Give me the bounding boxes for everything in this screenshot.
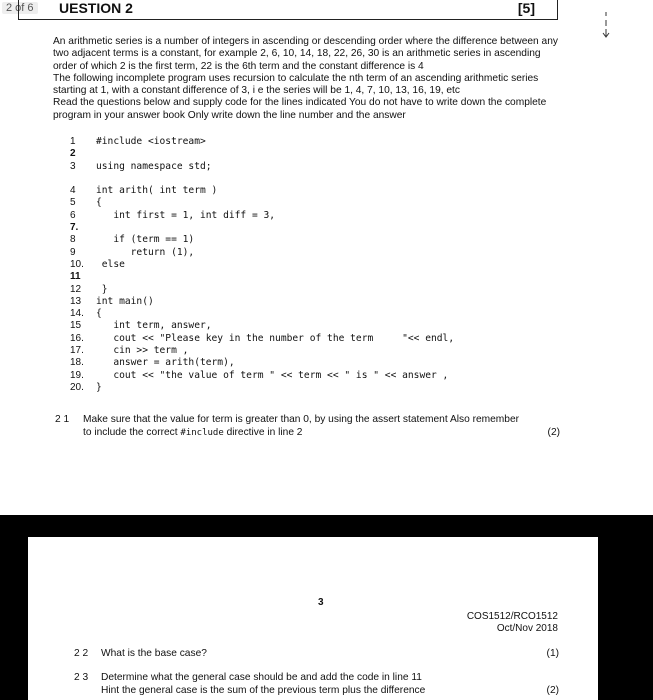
margin-tick-marks [600, 10, 612, 40]
line-code: } [96, 381, 102, 393]
include-code: #include [180, 427, 224, 438]
line-number: 5 [70, 197, 76, 209]
line-code: cout << "the value of term " << term << " is " << answer , [96, 369, 449, 381]
line-number: 16. [70, 332, 84, 344]
question-number: 2 2 [74, 648, 89, 659]
line-number: 6 [70, 209, 76, 221]
line-code: } [96, 283, 108, 295]
line-code: { [96, 308, 102, 320]
question-number: 2 3 [74, 672, 89, 683]
question-marks: [5] [517, 0, 535, 16]
line-number: 18. [70, 357, 84, 369]
line-code: { [96, 197, 102, 209]
line-number: 11 [70, 271, 81, 283]
line-code: return (1), [96, 246, 195, 258]
question-number: 2 1 [55, 414, 70, 425]
line-code: cin >> term , [96, 345, 189, 357]
line-number: 8 [70, 234, 76, 246]
line-number: 4 [70, 185, 76, 197]
line-number: 10. [70, 258, 84, 270]
line-number: 15 [70, 320, 82, 332]
line-number: 13 [70, 295, 82, 307]
line-code: else [96, 258, 125, 270]
line-code: int arith( int term ) [96, 185, 218, 197]
line-number: 20. [70, 381, 84, 393]
question-text: Determine what the general case should be and add the code in line 11 Hint the general case is the sum of the previous term plus the difference [101, 672, 426, 696]
course-info [467, 611, 558, 635]
line-code: int term, answer, [96, 320, 212, 332]
question-marks: (2) [546, 684, 559, 696]
question-title: UESTION 2 [59, 0, 133, 16]
intro-paragraph-2: The following incomplete program uses recursion to calculate the nth term of an ascending arithmetic series starting at 1, with a constant difference of 3, i e the series will be 1, 4, 7, 10, 13, 16, 19, etc [53, 72, 539, 97]
line-number: 14. [70, 308, 84, 320]
line-code: #include <iostream> [96, 136, 206, 147]
line-number: 2 [70, 148, 76, 160]
intro-paragraph-1: An arithmetic series is a number of integers in ascending or descending order where the difference between any two adjacent terms is a constant, for example 2, 6, 10, 14, 18, 22, 26, 30 is an arithmetic series in ascending order of which 2 is the first term, 22 is the 6th term and the constant difference is 4 [53, 36, 558, 72]
line-number: 17. [70, 345, 84, 357]
question-intro [53, 36, 558, 122]
line-number: 3 [70, 160, 76, 172]
question-header [18, 0, 558, 20]
question-text: Make sure that the value for term is greater than 0, by using the assert statement Also remember to include the correct #include directive in line 2 [83, 414, 520, 438]
line-number: 12 [70, 283, 82, 295]
line-code: int first = 1, int diff = 3, [96, 209, 276, 221]
scan-edge [16, 537, 28, 700]
exam-page-3 [16, 537, 598, 700]
line-number: 19. [70, 369, 84, 381]
question-text: What is the base case? [101, 648, 207, 659]
intro-paragraph-3: Read the questions below and supply code for the lines indicated You do not have to write down the complete program in your answer book Only write down the line number and the answer [53, 97, 547, 121]
line-code: answer = arith(term), [96, 357, 235, 369]
line-code: if (term == 1) [96, 234, 195, 246]
line-number: 9 [70, 246, 76, 258]
question-marks: (2) [547, 426, 560, 438]
page-indicator: 2 of 6 [2, 2, 38, 14]
line-code: int main() [96, 295, 154, 307]
question-marks: (1) [546, 648, 559, 659]
exam-date: Oct/Nov 2018 [496, 623, 558, 634]
line-code: cout << "Please key in the number of the term "<< endl, [96, 332, 455, 344]
page-number: 3 [318, 597, 324, 608]
line-number: 7. [70, 222, 79, 234]
line-code: using namespace std; [96, 160, 212, 172]
line-number: 1 [70, 136, 76, 147]
course-code: COS1512/RCO1512 [466, 611, 558, 622]
